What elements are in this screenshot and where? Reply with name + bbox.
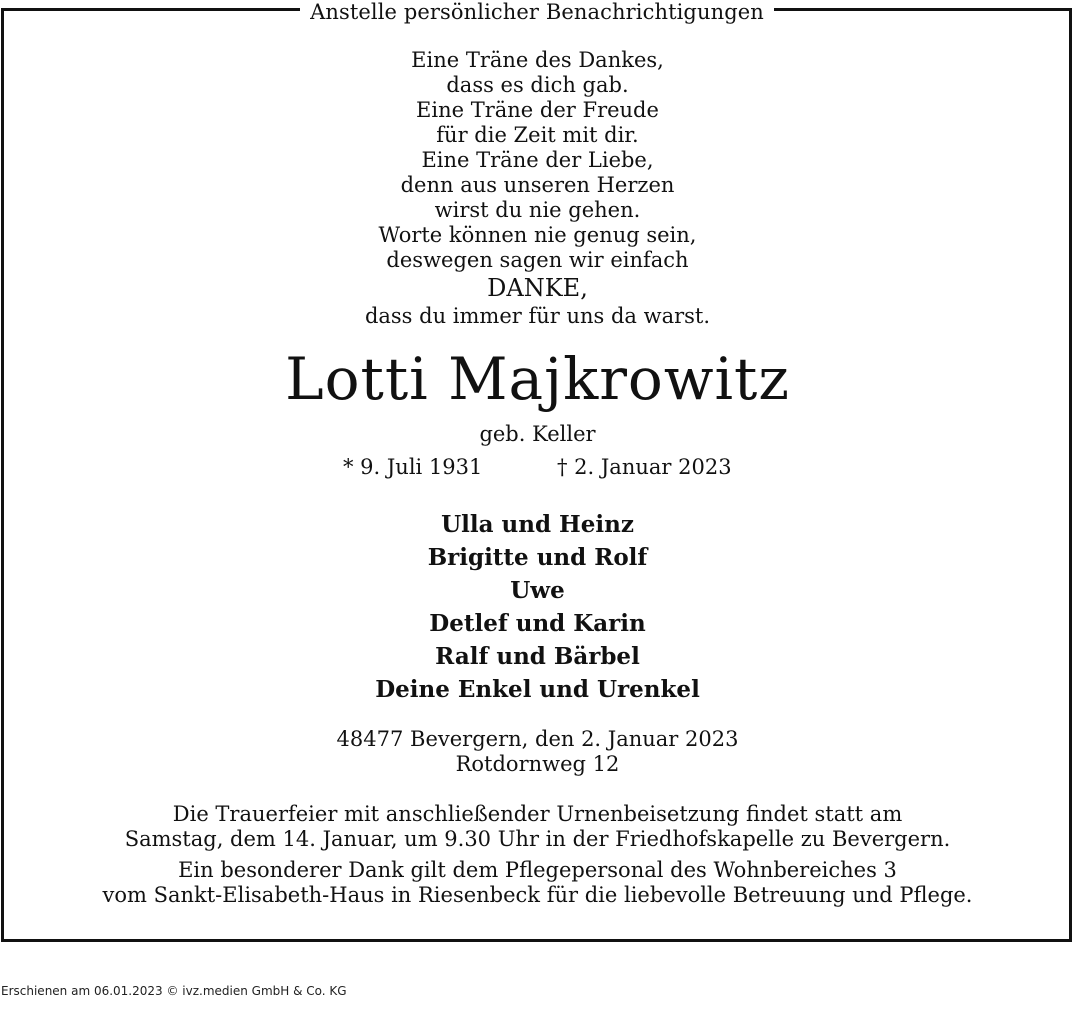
thanks-line: Ein besonderer Dank gilt dem Pflegepersonal des Wohnbereiches 3 [178,858,897,882]
poem-danke: DANKE, [487,274,588,302]
poem-line: denn aus unseren Herzen [400,173,675,197]
mourner: Ulla und Heinz [441,511,634,538]
mourner: Ralf und Bärbel [435,643,640,670]
maiden-name: geb. Keller [479,422,596,446]
street-address: Rotdornweg 12 [455,752,620,776]
city-date: 48477 Bevergern, den 2. Januar 2023 [336,727,739,751]
poem-line: Worte können nie genug sein, [378,223,697,247]
thanks-line: vom Sankt-Elisabeth-Haus in Riesenbeck für die liebevolle Betreuung und Pflege. [102,883,973,907]
poem-line: wirst du nie gehen. [434,198,641,222]
poem-closing: dass du immer für uns da warst. [364,304,711,328]
poem [0,48,1075,329]
death-date: † 2. Januar 2023 [557,455,732,479]
poem-line: Eine Träne des Dankes, [411,48,664,72]
poem-line: Eine Träne der Freude [416,98,659,122]
mourner: Brigitte und Rolf [427,544,648,571]
publication-footer: Erschienen am 06.01.2023 © ivz.medien GmbH & Co. KG [1,984,347,998]
poem-line: Eine Träne der Liebe, [421,148,654,172]
mourner: Detlef und Karin [429,610,646,637]
deceased-name: Lotti Majkrowitz [285,345,790,413]
mourner: Deine Enkel und Urenkel [375,676,700,703]
ceremony-line: Samstag, dem 14. Januar, um 9.30 Uhr in der Friedhofskapelle zu Bevergern. [124,827,951,851]
poem-line: für die Zeit mit dir. [436,123,639,147]
poem-line: deswegen sagen wir einfach [386,248,689,272]
funeral-notice [0,802,1075,908]
header-title: Anstelle persönlicher Benachrichtigungen [310,0,764,24]
place-and-address [0,727,1075,777]
birth-date: * 9. Juli 1931 [343,455,483,479]
mourners-list [0,508,1075,706]
ceremony-line: Die Trauerfeier mit anschließender Urnenbeisetzung findet statt am [172,802,903,826]
poem-line: dass es dich gab. [446,73,629,97]
mourner: Uwe [510,577,565,604]
